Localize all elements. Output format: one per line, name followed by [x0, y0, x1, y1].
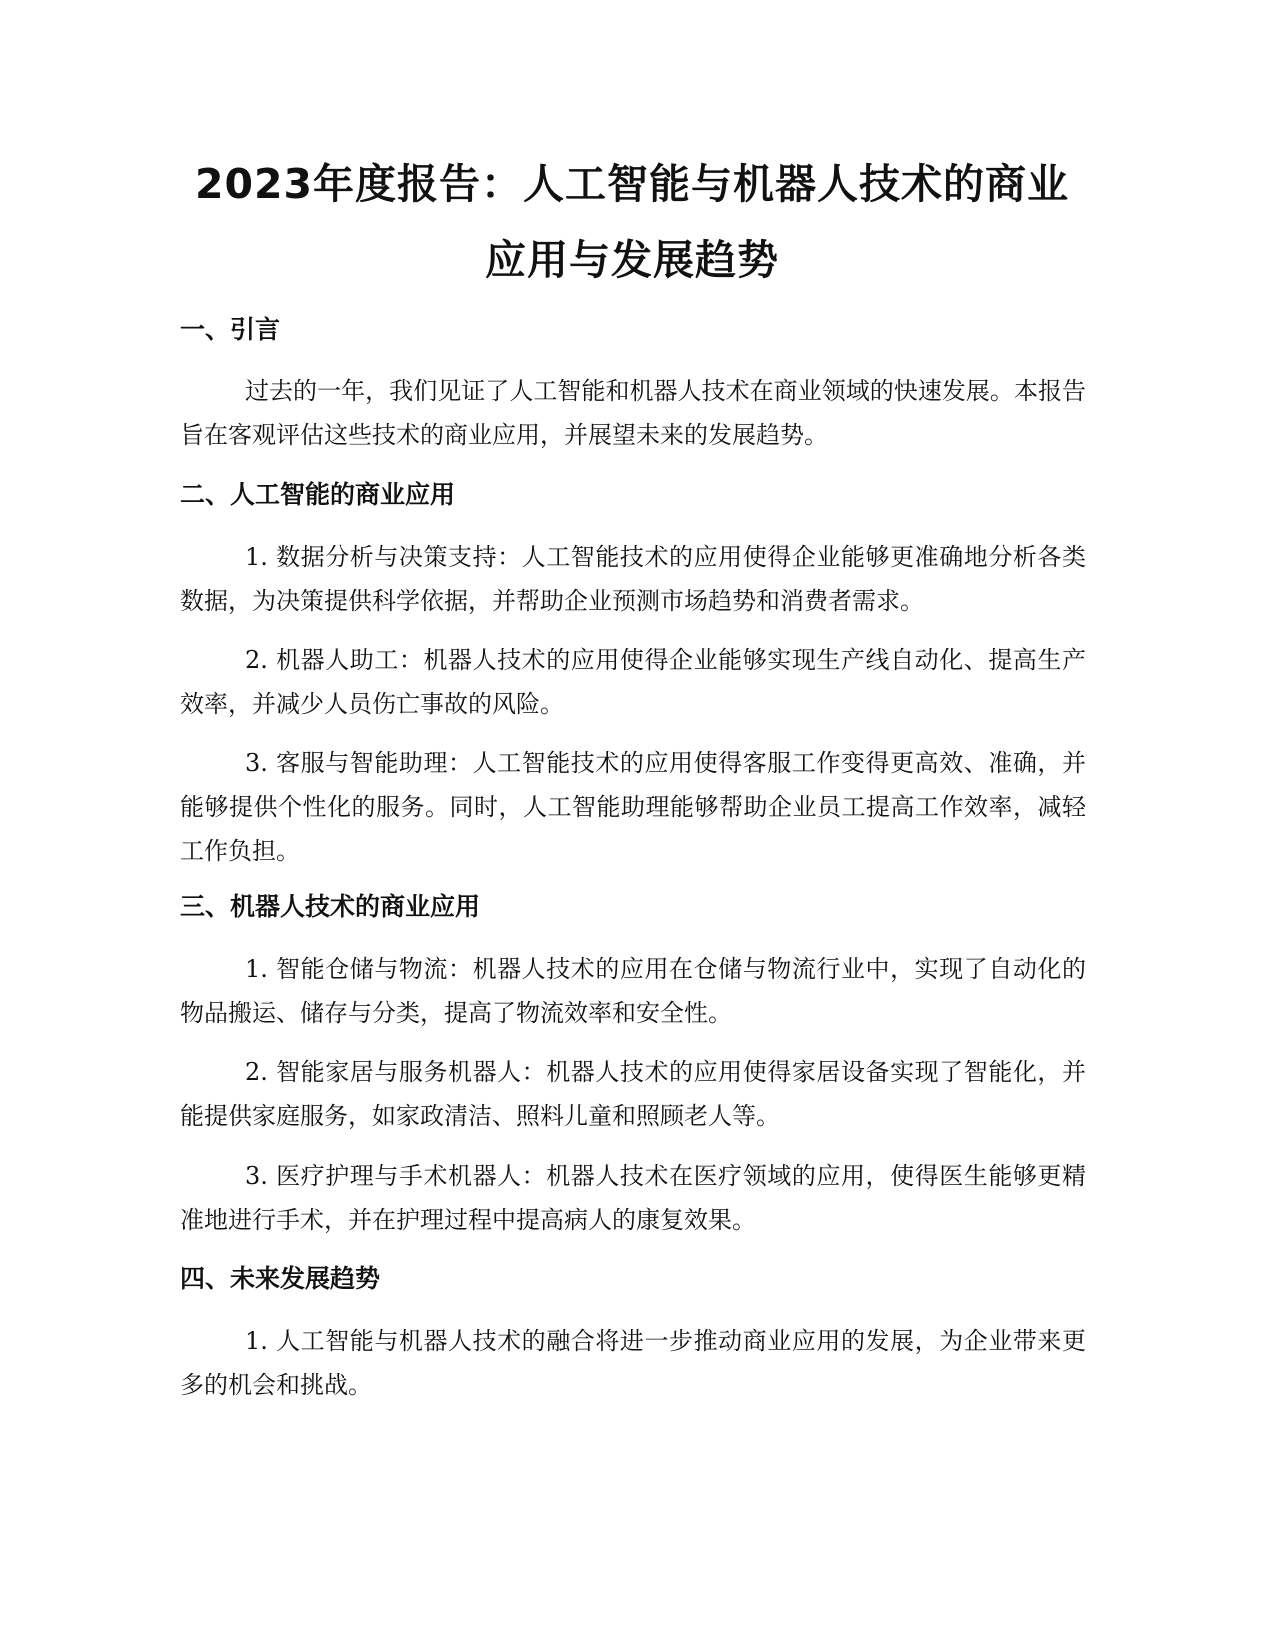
- section-heading-future-trends: 四、未来发展趋势: [180, 1264, 381, 1293]
- paragraph-robotics-item-2: 2. 智能家居与服务机器人：机器人技术的应用使得家居设备实现了智能化，并能提供家庭服务，如家政清洁、照料儿童和照顾老人等。: [180, 1058, 1086, 1130]
- paragraph-robotics-item-1: 1. 智能仓储与物流：机器人技术的应用在仓储与物流行业中，实现了自动化的物品搬运、储存与分类，提高了物流效率和安全性。: [180, 955, 1086, 1027]
- paragraph-ai-item-3: 3. 客服与智能助理：人工智能技术的应用使得客服工作变得更高效、准确，并能够提供个性化的服务。同时，人工智能助理能够帮助企业员工提高工作效率，减轻工作负担。: [180, 749, 1086, 865]
- document-title: 2023年度报告：人工智能与机器人技术的商业应用与发展趋势: [194, 160, 1070, 284]
- section-heading-introduction: 一、引言: [180, 315, 281, 344]
- paragraph-future-item-1: 1. 人工智能与机器人技术的融合将进一步推动商业应用的发展，为企业带来更多的机会和挑战。: [180, 1327, 1086, 1399]
- paragraph-robotics-item-3: 3. 医疗护理与手术机器人：机器人技术在医疗领域的应用，使得医生能够更精准地进行手术，并在护理过程中提高病人的康复效果。: [180, 1162, 1086, 1234]
- paragraph-ai-item-1: 1. 数据分析与决策支持：人工智能技术的应用使得企业能够更准确地分析各类数据，为决策提供科学依据，并帮助企业预测市场趋势和消费者需求。: [180, 543, 1086, 615]
- paragraph-introduction: 过去的一年，我们见证了人工智能和机器人技术在商业领域的快速发展。本报告旨在客观评估这些技术的商业应用，并展望未来的发展趋势。: [180, 377, 1086, 449]
- section-heading-ai-applications: 二、人工智能的商业应用: [180, 480, 456, 509]
- paragraph-ai-item-2: 2. 机器人助工：机器人技术的应用使得企业能够实现生产线自动化、提高生产效率，并减少人员伤亡事故的风险。: [180, 646, 1086, 718]
- section-heading-robotics-applications: 三、机器人技术的商业应用: [180, 892, 481, 921]
